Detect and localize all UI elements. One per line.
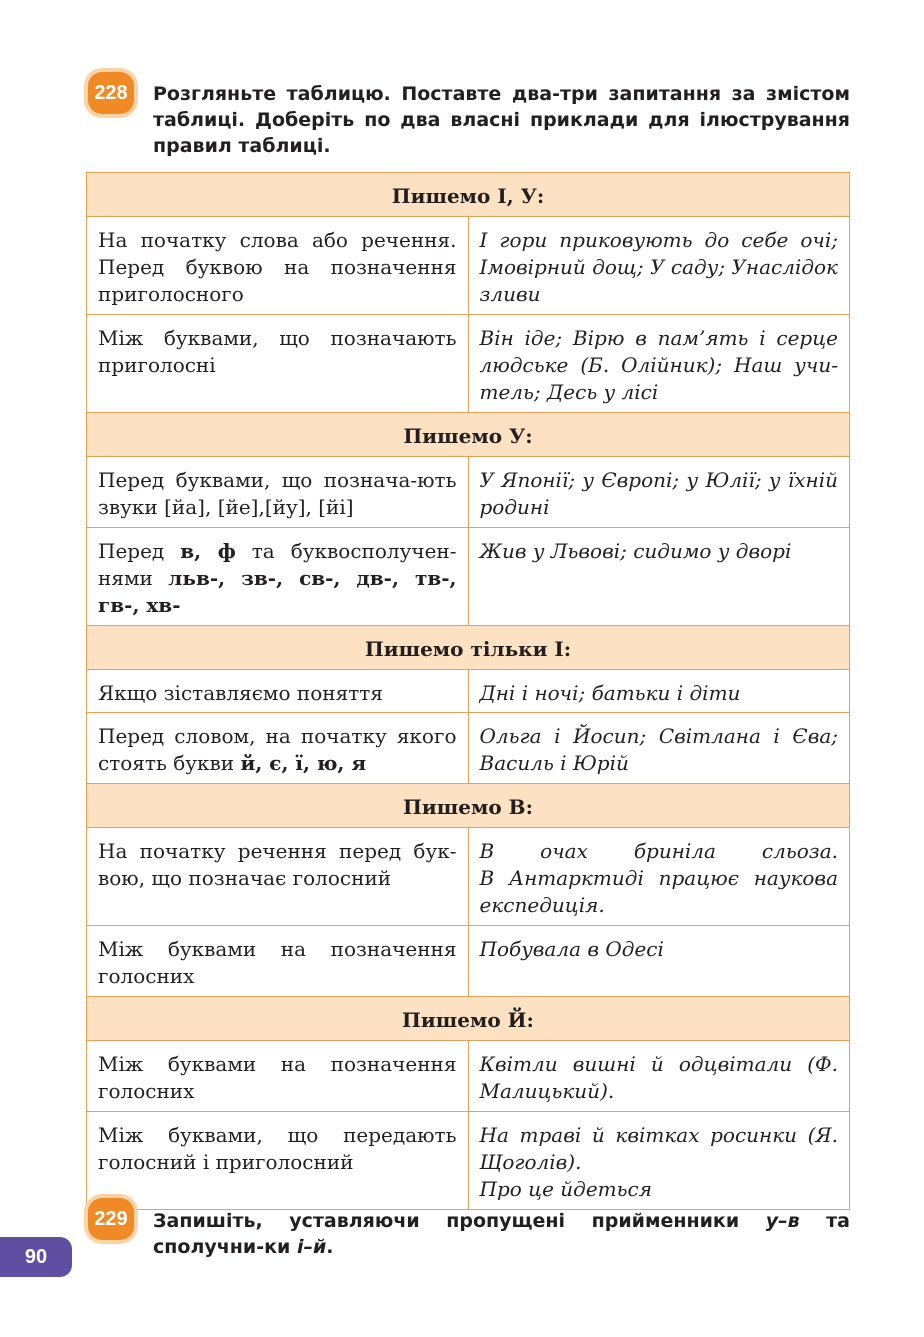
- example-line: В очах бриніла сльоза.: [479, 839, 838, 863]
- rule-cell: Між буквами на позначення голосних: [87, 926, 469, 997]
- instruction-text: .: [326, 1236, 334, 1258]
- table-section-header: [87, 997, 850, 1041]
- rule-cell: Між буквами на позначення голосних: [87, 1041, 469, 1112]
- examples-cell: Побувала в Одесі: [468, 926, 850, 997]
- page-number: 90: [0, 1237, 72, 1277]
- rule-text: Перед словом, на початку якого стоять букви: [98, 724, 457, 775]
- examples-cell: У Японії; у Європі; у Юлії; у їхній родині: [468, 457, 850, 528]
- rule-cell: Перед буквами, що познача-ють звуки [йа], [йе],[йу], [йі]: [87, 457, 469, 528]
- table-row: [87, 217, 850, 315]
- rule-letters: в, ф: [180, 539, 236, 563]
- table-section-header: [87, 626, 850, 670]
- examples-cell: Дні і ночі; батьки і діти: [468, 670, 850, 713]
- table-row: [87, 1041, 850, 1112]
- table-section-header: [87, 784, 850, 828]
- rule-text: та буквосполучен-нями: [98, 539, 457, 590]
- rule-cell: Якщо зіставляємо поняття: [87, 670, 469, 713]
- table-row: [87, 528, 850, 626]
- example-line: В Антарктиді працює наукова експедиція.: [479, 866, 838, 917]
- examples-cell: [468, 828, 850, 926]
- rule-letter-combinations: льв-, зв-, св-, дв-, тв-, гв-, хв-: [98, 566, 457, 617]
- table-section-header: [87, 173, 850, 217]
- example-line: Про це йдеться: [479, 1177, 652, 1201]
- examples-cell: [468, 1112, 850, 1210]
- table-row: [87, 457, 850, 528]
- exercise-instruction: [153, 1208, 850, 1260]
- table-row: [87, 926, 850, 997]
- exercise-instruction: Розгляньте таблицю. Поставте два-три запитання за змістом таблиці. Доберіть по два власні приклади для ілюстрування правил таблиці.: [153, 83, 850, 157]
- examples-cell: Жив у Львові; сидимо у дворі: [468, 528, 850, 626]
- rule-cell: На початку слова або речення. Перед буквою на позначення приголосного: [87, 217, 469, 315]
- instruction-text: та сполучни-ки: [153, 1210, 850, 1258]
- rule-cell: Між буквами, що позначають приголосні: [87, 315, 469, 413]
- examples-cell: Ольга і Йосип; Світлана і Єва; Василь і Юрій: [468, 713, 850, 784]
- section-header: Пишемо Й:: [87, 997, 850, 1041]
- rule-cell: Між буквами, що передають голосний і приголосний: [87, 1112, 469, 1210]
- table-row: [87, 1112, 850, 1210]
- rule-letters: й, є, ї, ю, я: [240, 751, 367, 775]
- table-section-header: [87, 413, 850, 457]
- instruction-prepositions: у–в: [765, 1210, 800, 1232]
- table-row: [87, 315, 850, 413]
- exercise-number-badge: 229: [88, 1198, 134, 1240]
- examples-cell: Він іде; Вірю в пам’ять і серце людське (Б. Олійник); Наш учи-тель; Десь у лісі: [468, 315, 850, 413]
- instruction-conjunctions: і–й: [296, 1236, 327, 1258]
- table-row: [87, 670, 850, 713]
- section-header: Пишемо І, У:: [87, 173, 850, 217]
- instruction-text: Запишіть, уставляючи пропущені прийменники: [153, 1210, 766, 1232]
- rule-cell: На початку речення перед бук-вою, що позначає голосний: [87, 828, 469, 926]
- table-row: [87, 713, 850, 784]
- exercise-number-badge: 228: [88, 72, 134, 114]
- section-header: Пишемо У:: [87, 413, 850, 457]
- rule-cell: [87, 713, 469, 784]
- rule-cell: [87, 528, 469, 626]
- section-header: Пишемо В:: [87, 784, 850, 828]
- example-line: На траві й квітках росинки (Я. Щоголів).: [479, 1123, 838, 1174]
- section-header: Пишемо тільки І:: [87, 626, 850, 670]
- examples-cell: Квітли вишні й одцвітали (Ф. Малицький).: [468, 1041, 850, 1112]
- spelling-rules-table: [86, 172, 850, 1210]
- examples-cell: І гори приковують до себе очі; Імовірний дощ; У саду; Унаслідок зливи: [468, 217, 850, 315]
- table-row: [87, 828, 850, 926]
- rule-text: Перед: [98, 539, 181, 563]
